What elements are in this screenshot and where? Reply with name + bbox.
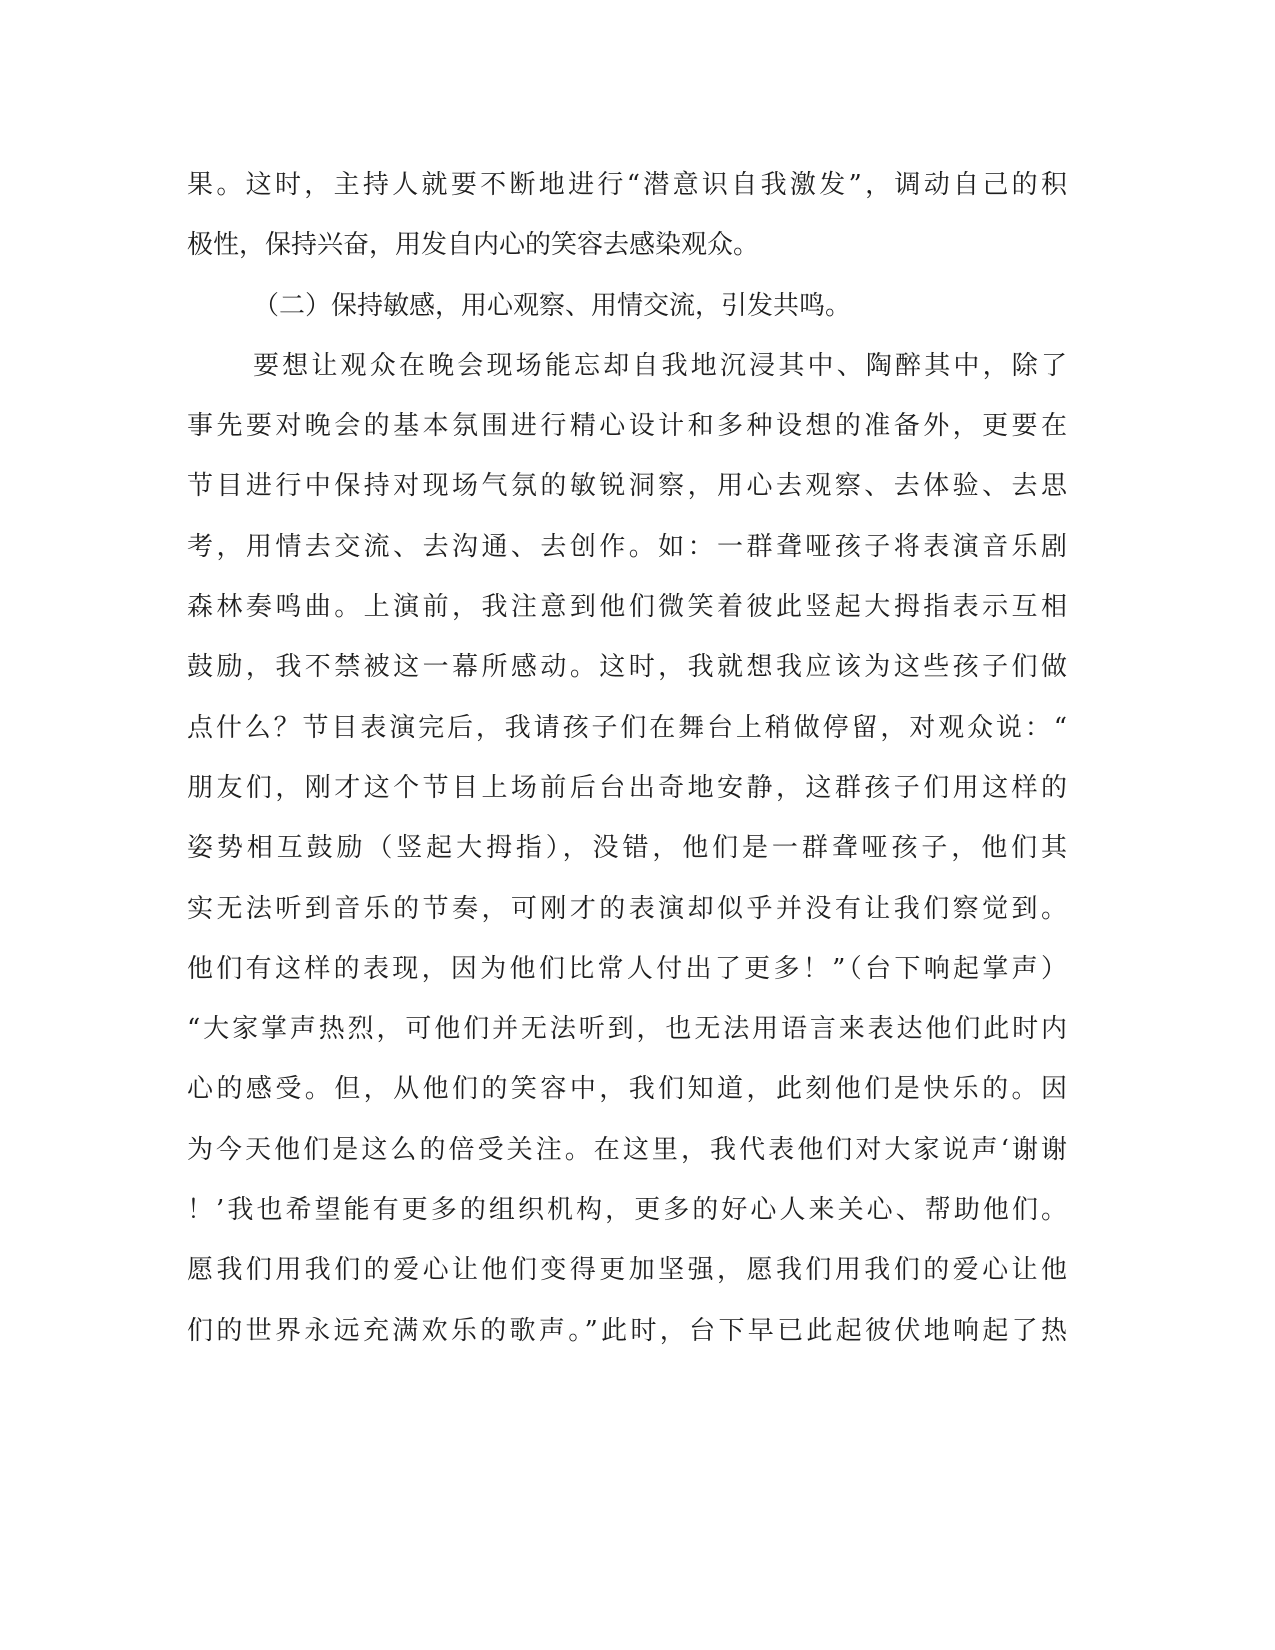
text-line: 鼓励，我不禁被这一幕所感动。这时，我就想我应该为这些孩子们做 — [187, 652, 1067, 683]
text-line: 他们有这样的表现，因为他们比常人付出了更多！”（台下响起掌声） — [187, 953, 1067, 984]
section-heading: （二）保持敏感，用心观察、用情交流，引发共鸣。 — [253, 290, 852, 321]
text-line: 朋友们，刚才这个节目上场前后台出奇地安静，这群孩子们用这样的 — [187, 772, 1067, 803]
text-line: 极性，保持兴奋，用发自内心的笑容去感染观众。 — [187, 230, 760, 261]
text-line: 姿势相互鼓励（竖起大拇指），没错，他们是一群聋哑孩子，他们其 — [187, 833, 1067, 864]
text-line: 要想让观众在晚会现场能忘却自我地沉浸其中、陶醉其中，除了 — [253, 350, 1067, 381]
text-line: 考，用情去交流、去沟通、去创作。如：一群聋哑孩子将表演音乐剧 — [187, 531, 1067, 562]
text-line: 愿我们用我们的爱心让他们变得更加坚强，愿我们用我们的爱心让他 — [187, 1255, 1067, 1286]
body-text — [187, 155, 1067, 1361]
text-line: ！’我也希望能有更多的组织机构，更多的好心人来关心、帮助他们。 — [187, 1195, 1067, 1226]
text-line: 为今天他们是这么的倍受关注。在这里，我代表他们对大家说声‘谢谢 — [187, 1134, 1067, 1165]
text-line: 们的世界永远充满欢乐的歌声。”此时，台下早已此起彼伏地响起了热 — [187, 1315, 1067, 1346]
text-line: 事先要对晚会的基本氛围进行精心设计和多种设想的准备外，更要在 — [187, 411, 1067, 442]
text-line: 实无法听到音乐的节奏，可刚才的表演却似乎并没有让我们察觉到。 — [187, 893, 1067, 924]
text-line: “大家掌声热烈，可他们并无法听到，也无法用语言来表达他们此时内 — [187, 1014, 1067, 1045]
text-line: 点什么？节目表演完后，我请孩子们在舞台上稍做停留，对观众说：“ — [187, 712, 1067, 743]
text-line: 森林奏鸣曲。上演前，我注意到他们微笑着彼此竖起大拇指表示互相 — [187, 592, 1067, 623]
text-line: 心的感受。但，从他们的笑容中，我们知道，此刻他们是快乐的。因 — [187, 1074, 1067, 1105]
text-line: 果。这时，主持人就要不断地进行“潜意识自我激发”，调动自己的积 — [187, 170, 1067, 200]
text-line: 节目进行中保持对现场气氛的敏锐洞察，用心去观察、去体验、去思 — [187, 471, 1067, 502]
